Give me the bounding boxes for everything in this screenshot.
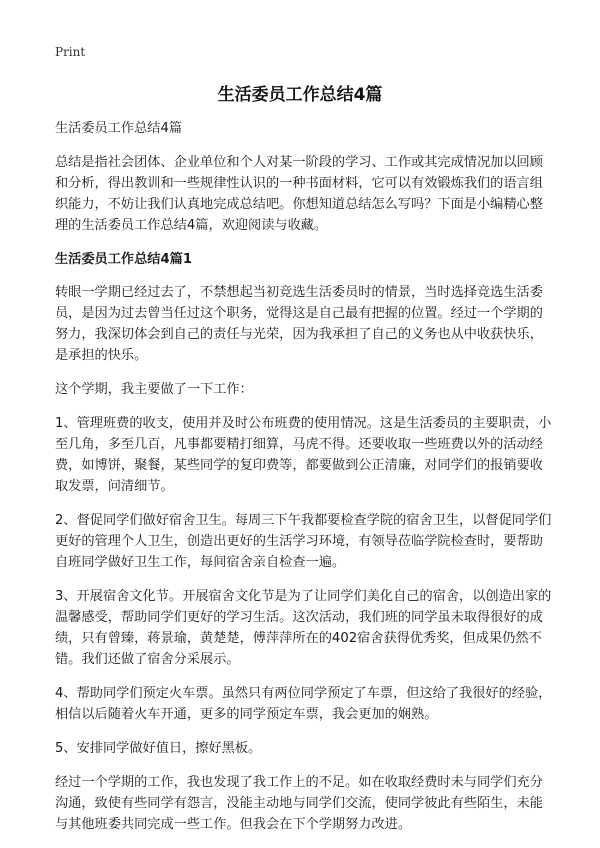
body-paragraph: 经过一个学期的工作，我也发现了我工作上的不足。如在收取经费时未与同学们充分沟通，致使有些同学有怨言，没能主动地与同学们交流，使同学彼此有些陌生，未能与其他班委共同完成一些工作。但我会在下个学期努力改进。 [55,775,543,832]
document-body [55,118,553,848]
body-paragraph: 转眼一学期已经过去了，不禁想起当初竞选生活委员时的情景，当时选择竞选生活委员，是因为过去曾当任过这个职务，觉得这是自己最有把握的位置。经过一个学期的努力，我深切体会到自己的责任与光荣，因为我承担了自己的义务也从中收获快乐，是承担的快乐。 [55,285,543,363]
intro-paragraph: 总结是指社会团体、企业单位和个人对某一阶段的学习、工作或其完成情况加以回顾和分析，得出教训和一些规律性认识的一种书面材料，它可以有效锻炼我们的语言组织能力，不妨让我们认真地完成总结吧。你想知道总结怎么写吗？下面是小编精心整理的生活委员工作总结4篇，欢迎阅读与收藏。 [55,155,543,233]
body-paragraph: 4、帮助同学们预定火车票。虽然只有两位同学预定了车票，但这给了我很好的经验，相信以后随着火车开通，更多的同学预定车票，我会更加的娴熟。 [55,686,552,722]
print-label: Print [55,45,86,59]
document-title: 生活委员工作总结4篇 [217,85,383,105]
body-paragraph: 2、督促同学们做好宿舍卫生。每周三下午我都要检查学院的宿舍卫生，以督促同学们更好的管理个人卫生，创造出更好的生活学习环境，有领导莅临学院检查时，要帮助自班同学做好卫生工作，每间宿舍亲自检查一遍。 [55,513,552,570]
section-heading: 生活委员工作总结4篇1 [55,252,193,267]
body-paragraph: 5、安排同学做好值日，擦好黑板。 [55,741,262,756]
body-paragraph: 这个学期，我主要做了一下工作： [55,382,253,397]
body-paragraph: 3、开展宿舍文化节。开展宿舍文化节是为了让同学们美化自己的宿舍，以创造出家的温馨感受，帮助同学们更好的学习生活。这次活动，我们班的同学虽未取得很好的成绩，只有曾臻，蒋景瑜，黄楚楚，傅萍萍所在的402宿舍获得优秀奖，但成果仍然不错。我们还做了宿舍分采展示。 [55,589,552,667]
document-subtitle: 生活委员工作总结4篇 [55,121,183,136]
body-paragraph: 1、管理班费的收支，使用并及时公布班费的使用情况。这是生活委员的主要职责，小至几角，多至几百，凡事都要精打细算，马虎不得。还要收取一些班费以外的活动经费，如博饼，聚餐，某些同学的复印费等，都要做到公正清廉，对同学们的报销要收取发票，问清细节。 [55,416,552,494]
